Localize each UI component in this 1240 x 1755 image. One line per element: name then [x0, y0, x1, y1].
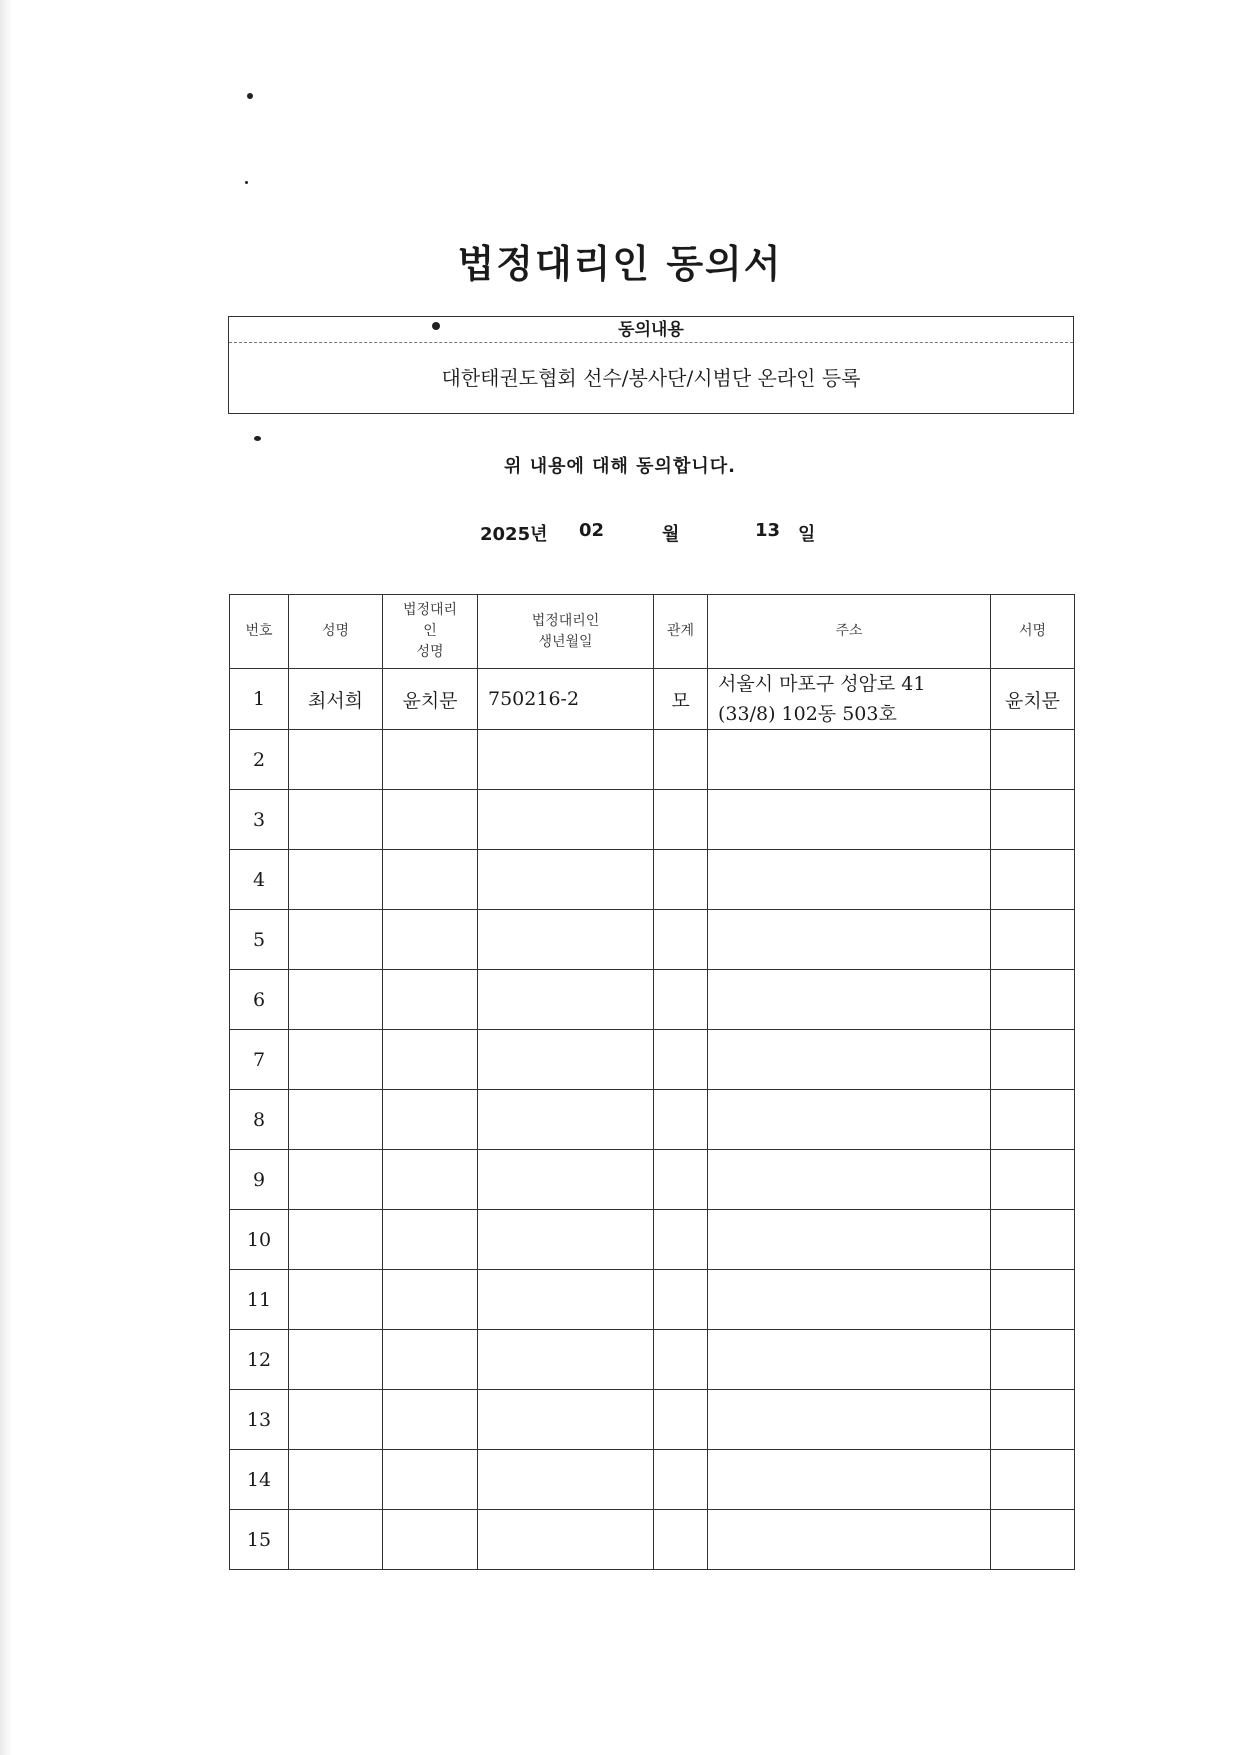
cell-no: 13 [230, 1390, 289, 1450]
cell-guardian-birth [478, 910, 654, 970]
table-row [230, 910, 1075, 970]
cell-name [289, 1330, 383, 1390]
date-month: 02 [579, 520, 605, 541]
guardian-table [229, 594, 1075, 1570]
table-header-row [230, 595, 1075, 669]
cell-name [289, 790, 383, 850]
scan-speck [245, 181, 248, 184]
cell-guardian-birth [478, 1450, 654, 1510]
cell-address [708, 790, 991, 850]
cell-guardian-birth [478, 1510, 654, 1570]
cell-signature [991, 1270, 1075, 1330]
cell-relation [654, 1210, 708, 1270]
cell-no: 15 [230, 1510, 289, 1570]
cell-no: 11 [230, 1270, 289, 1330]
cell-guardian-name: 윤치문 [383, 669, 478, 730]
table-row [230, 1090, 1075, 1150]
header-guardian-name: 법정대리 인 성명 [383, 595, 478, 669]
consent-box [228, 316, 1074, 414]
cell-address [708, 1210, 991, 1270]
table-row [230, 970, 1075, 1030]
header-no: 번호 [230, 595, 289, 669]
scan-speck [247, 93, 253, 99]
header-signature: 서명 [991, 595, 1075, 669]
cell-guardian-name [383, 1030, 478, 1090]
cell-guardian-birth [478, 850, 654, 910]
cell-name [289, 1210, 383, 1270]
table-row [230, 1450, 1075, 1510]
table-row [230, 850, 1075, 910]
cell-name [289, 1030, 383, 1090]
cell-signature: 윤치문 [991, 669, 1075, 730]
cell-no: 2 [230, 730, 289, 790]
cell-guardian-name [383, 1150, 478, 1210]
cell-relation [654, 1330, 708, 1390]
cell-no: 10 [230, 1210, 289, 1270]
cell-relation [654, 1090, 708, 1150]
consent-content: 대한태권도협회 선수/봉사단/시범단 온라인 등록 [441, 366, 861, 390]
cell-no: 5 [230, 910, 289, 970]
cell-no: 9 [230, 1150, 289, 1210]
cell-address [708, 1330, 991, 1390]
cell-guardian-name [383, 730, 478, 790]
consent-header: 동의내용 [229, 317, 1073, 343]
cell-address [708, 910, 991, 970]
cell-address [708, 1270, 991, 1330]
cell-signature [991, 970, 1075, 1030]
cell-signature [991, 1030, 1075, 1090]
cell-no: 4 [230, 850, 289, 910]
cell-guardian-birth: 750216-2 [478, 669, 654, 730]
cell-name [289, 970, 383, 1030]
table-row [230, 1270, 1075, 1330]
table-row [230, 1150, 1075, 1210]
cell-name [289, 1090, 383, 1150]
cell-no: 8 [230, 1090, 289, 1150]
cell-name [289, 1270, 383, 1330]
cell-name [289, 730, 383, 790]
cell-signature [991, 1510, 1075, 1570]
cell-signature [991, 1210, 1075, 1270]
cell-guardian-birth [478, 1150, 654, 1210]
cell-guardian-name [383, 1210, 478, 1270]
table-row [230, 1330, 1075, 1390]
cell-relation [654, 1390, 708, 1450]
date-day-label: 일 [798, 524, 816, 545]
cell-guardian-birth [478, 1390, 654, 1450]
cell-no: 14 [230, 1450, 289, 1510]
cell-guardian-birth [478, 1210, 654, 1270]
cell-address: 서울시 마포구 성암로 41 (33/8) 102동 503호 [708, 669, 991, 730]
page-title: 법정대리인 동의서 [457, 242, 783, 287]
cell-address [708, 1150, 991, 1210]
cell-guardian-name [383, 790, 478, 850]
cell-address [708, 1390, 991, 1450]
cell-no: 12 [230, 1330, 289, 1390]
table-row [230, 1510, 1075, 1570]
cell-guardian-name [383, 1090, 478, 1150]
table-row [230, 669, 1075, 730]
cell-guardian-name [383, 970, 478, 1030]
cell-relation [654, 970, 708, 1030]
scan-speck [254, 436, 261, 441]
cell-no: 1 [230, 669, 289, 730]
cell-guardian-birth [478, 1330, 654, 1390]
date-year: 2025년 [480, 524, 548, 545]
cell-guardian-name [383, 1330, 478, 1390]
cell-relation [654, 790, 708, 850]
table-row [230, 730, 1075, 790]
cell-signature [991, 1390, 1075, 1450]
cell-name [289, 850, 383, 910]
table-row [230, 1210, 1075, 1270]
header-name: 성명 [289, 595, 383, 669]
cell-signature [991, 1090, 1075, 1150]
cell-address [708, 850, 991, 910]
cell-name [289, 1510, 383, 1570]
cell-guardian-birth [478, 730, 654, 790]
header-guardian-birth: 법정대리인 생년월일 [478, 595, 654, 669]
cell-name [289, 1150, 383, 1210]
cell-guardian-name [383, 1270, 478, 1330]
cell-address [708, 1030, 991, 1090]
cell-name [289, 1450, 383, 1510]
cell-address [708, 1510, 991, 1570]
cell-address [708, 730, 991, 790]
cell-signature [991, 730, 1075, 790]
header-address: 주소 [708, 595, 991, 669]
cell-address [708, 1450, 991, 1510]
cell-relation [654, 1450, 708, 1510]
cell-guardian-name [383, 1390, 478, 1450]
cell-signature [991, 790, 1075, 850]
cell-signature [991, 850, 1075, 910]
header-relation: 관계 [654, 595, 708, 669]
date-day: 13 [755, 520, 781, 541]
cell-name: 최서희 [289, 669, 383, 730]
cell-guardian-birth [478, 1270, 654, 1330]
cell-guardian-birth [478, 1090, 654, 1150]
table-row [230, 790, 1075, 850]
cell-guardian-name [383, 910, 478, 970]
cell-guardian-birth [478, 970, 654, 1030]
cell-relation: 모 [654, 669, 708, 730]
cell-no: 3 [230, 790, 289, 850]
cell-signature [991, 910, 1075, 970]
cell-guardian-name [383, 1450, 478, 1510]
cell-guardian-name [383, 850, 478, 910]
cell-address [708, 1090, 991, 1150]
cell-signature [991, 1450, 1075, 1510]
cell-relation [654, 1030, 708, 1090]
cell-no: 7 [230, 1030, 289, 1090]
cell-name [289, 1390, 383, 1450]
cell-relation [654, 730, 708, 790]
cell-name [289, 910, 383, 970]
cell-relation [654, 1150, 708, 1210]
cell-guardian-name [383, 1510, 478, 1570]
table-row [230, 1030, 1075, 1090]
table-row [230, 1390, 1075, 1450]
cell-relation [654, 850, 708, 910]
cell-guardian-birth [478, 790, 654, 850]
cell-relation [654, 1510, 708, 1570]
agreement-statement: 위 내용에 대해 동의합니다. [504, 456, 736, 477]
cell-no: 6 [230, 970, 289, 1030]
cell-relation [654, 910, 708, 970]
cell-signature [991, 1330, 1075, 1390]
cell-signature [991, 1150, 1075, 1210]
cell-guardian-birth [478, 1030, 654, 1090]
date-month-label: 월 [662, 524, 680, 545]
cell-relation [654, 1270, 708, 1330]
cell-address [708, 970, 991, 1030]
